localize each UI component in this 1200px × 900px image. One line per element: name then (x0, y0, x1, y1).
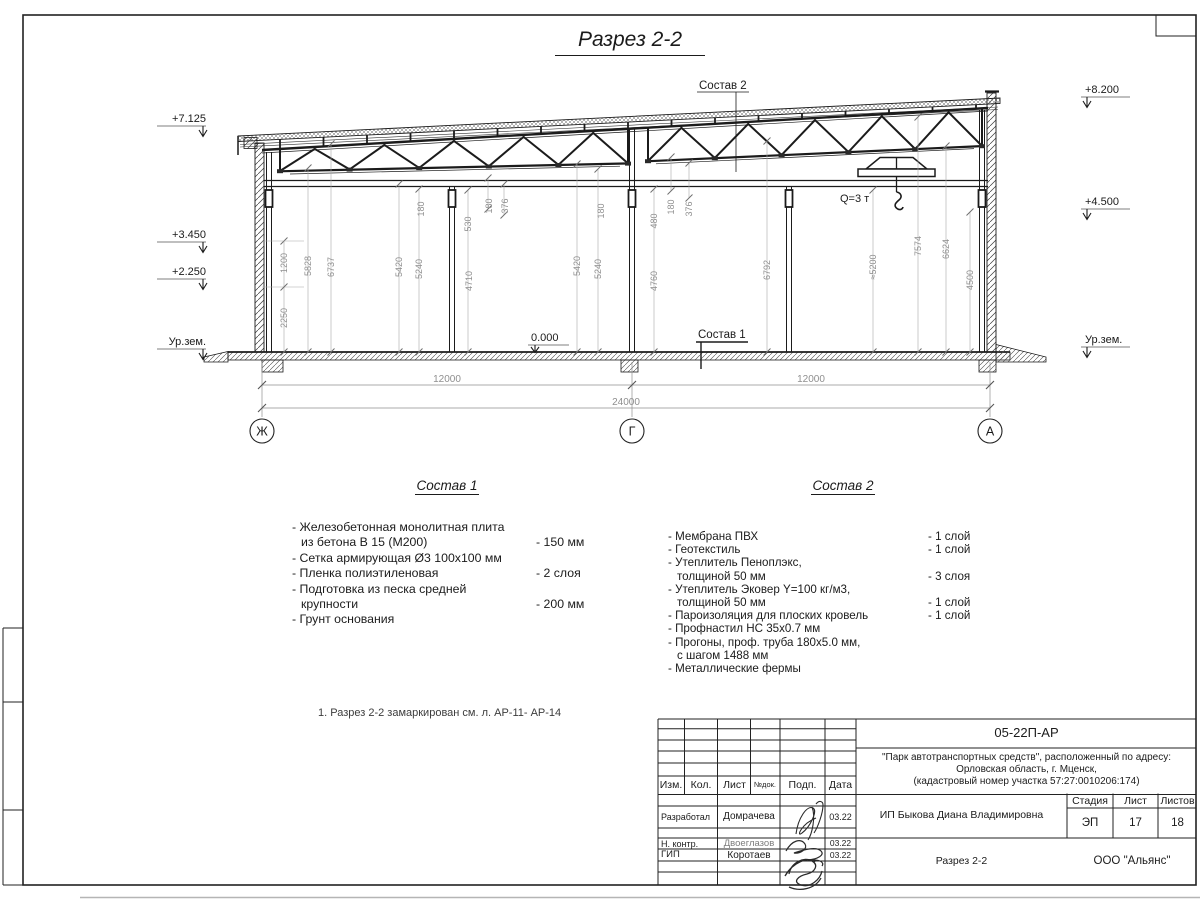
left-apron (204, 352, 228, 363)
dim-label: 5420 (572, 255, 582, 277)
truss-gusset (347, 168, 353, 172)
composition-text: - Пленка полиэтиленовая (292, 566, 439, 581)
dim-label: 376 (500, 198, 510, 214)
truss-gusset (555, 163, 561, 167)
left-wall (255, 143, 264, 352)
composition-row (668, 609, 1018, 622)
composition-text: толщиной 50 мм (677, 595, 766, 609)
stage-col: Листов (1160, 794, 1195, 807)
composition-row (668, 570, 1018, 583)
crane-beam (264, 181, 988, 187)
composition-value: - 2 слоя (536, 566, 581, 581)
crane-hook-icon (895, 192, 903, 210)
column-corbel (449, 190, 456, 207)
dim-label: 6792 (762, 259, 772, 281)
col-podp: Подп. (788, 779, 817, 792)
dim-label: 1200 (279, 252, 289, 274)
dim-label: 180 (666, 199, 676, 215)
dim-label: 7574 (913, 235, 923, 257)
elevation-arrow-icon (1083, 97, 1091, 108)
doc-number: 05-22П-АР (994, 725, 1059, 741)
composition-1-title: Состав 1 (416, 478, 478, 493)
dim-label: 5420 (394, 256, 404, 278)
stage-col: Лист (1124, 794, 1147, 807)
title-block (658, 719, 1197, 885)
composition-text: - Железобетонная монолитная плита (292, 520, 505, 534)
dim-label: 180 (596, 203, 606, 219)
axis-letter: Ж (256, 424, 268, 439)
composition-row (292, 582, 622, 597)
elevation-arrow-icon (199, 279, 207, 290)
axis-letter: Г (628, 424, 636, 439)
dim-label: 180 (484, 198, 494, 214)
span-dim-label: 12000 (797, 374, 825, 385)
composition-row (668, 649, 1018, 662)
column-corbel (786, 190, 793, 207)
col-ndok: №док. (754, 780, 776, 790)
drawing-note: 1. Разрез 2-2 замаркирован см. л. АР-11- АР-14 (318, 707, 562, 719)
truss-gusset (779, 153, 785, 157)
span-dim-label: 24000 (612, 397, 640, 408)
role-name: Коротаев (727, 849, 771, 861)
stage-col: Стадия (1072, 794, 1108, 807)
sheet-name: Разрез 2-2 (935, 855, 988, 868)
dim-label: 376 (684, 201, 694, 217)
dim-label: 4710 (464, 270, 474, 292)
dim-label: 530 (463, 216, 473, 232)
role-date: 03.22 (829, 838, 852, 849)
building-section (157, 80, 1130, 443)
composition-text: - Подготовка из песка средней (292, 581, 467, 596)
elevation-arrow-icon (1083, 347, 1091, 358)
columns (266, 105, 986, 352)
stage-val: ЭП (1081, 816, 1099, 829)
dim-label: 180 (416, 201, 426, 217)
col-izm: Изм. (659, 779, 683, 792)
composition-text: - Мембрана ПВХ (668, 530, 759, 543)
composition-value: - 1 слой (928, 530, 971, 543)
elevation-label: +2.250 (172, 266, 206, 278)
col-data: Дата (828, 779, 853, 792)
right-ramp (996, 345, 1046, 363)
elevation-label: Ур.зем. (1085, 334, 1123, 346)
elevation-arrow-icon (199, 242, 207, 253)
composition-row (668, 583, 1018, 596)
stage-val: 18 (1171, 816, 1184, 829)
composition-row (292, 597, 622, 612)
composition-value: - 1 слой (928, 543, 971, 557)
elevation-label: +8.200 (1085, 84, 1119, 96)
composition-text: - Утеплитель Пеноплэкс, (668, 556, 802, 570)
composition-row (668, 662, 1018, 675)
dim-label: 2250 (279, 307, 289, 329)
crane-hoist (858, 158, 935, 210)
composition-text: - Геотекстиль (668, 543, 741, 557)
foundation-pad (621, 360, 638, 372)
composition-value: - 3 слоя (928, 569, 971, 583)
foundation-pad (262, 360, 283, 372)
composition-text: - Металлические фермы (668, 661, 801, 675)
composition-text: - Прогоны, проф. труба 180х5.0 мм, (668, 635, 861, 649)
elevation-label: +7.125 (172, 113, 206, 125)
project-line: (кадастровый номер участка 57:27:0010206:174) (913, 775, 1140, 787)
dim-label: 6737 (326, 256, 336, 278)
composition-row (668, 596, 1018, 609)
truss-gusset (625, 162, 631, 166)
col-kol: Кол. (690, 779, 712, 792)
crane-capacity-label: Q=3 т (840, 193, 870, 205)
composition-row (292, 566, 622, 581)
composition-2-rows (668, 530, 1018, 675)
dim-label: 480 (649, 213, 659, 229)
company-name: ООО "Альянс" (1093, 854, 1171, 867)
role-name: Домрачева (723, 811, 775, 823)
sostav2-leader-label: Состав 2 (699, 80, 747, 92)
composition-text: - Грунт основания (292, 612, 395, 627)
composition-text: крупности (301, 596, 359, 611)
elevation-label: Ур.зем. (168, 336, 206, 348)
role-name: Двоеглазов (723, 837, 775, 849)
leader-lines (696, 92, 749, 369)
truss-gusset (486, 165, 492, 169)
composition-row (292, 520, 622, 535)
role-label: Н. контр. (661, 838, 699, 849)
composition-row (292, 535, 622, 550)
foundation-pad (979, 360, 996, 372)
dim-label: 5828 (303, 255, 313, 277)
dim-label: 4760 (649, 270, 659, 292)
column-corbel (979, 190, 986, 207)
role-date: 03.22 (829, 849, 852, 860)
truss-gusset (712, 156, 718, 160)
truss-gusset (845, 150, 851, 154)
axis-letter: А (985, 424, 995, 439)
truss-gusset (416, 166, 422, 170)
elevation-label: +4.500 (1085, 196, 1119, 208)
dim-label: 5240 (593, 258, 603, 280)
composition-1-rows (292, 520, 622, 628)
project-line: "Парк автотранспортных средств", расположенный по адресу: (881, 751, 1171, 763)
composition-text: с шагом 1488 мм (677, 648, 769, 662)
col-list: Лист (723, 779, 746, 792)
dim-label: 6624 (941, 238, 951, 260)
truss-gusset (277, 169, 283, 173)
composition-value: - 150 мм (536, 535, 585, 550)
stage-val: 17 (1129, 816, 1142, 829)
composition-text: - Утеплитель Эковер Y=100 кг/м3, (668, 582, 851, 596)
right-wall (987, 93, 996, 352)
dim-label: 5240 (414, 258, 424, 280)
elevation-arrow-icon (1083, 209, 1091, 220)
composition-text: - Профнастил НС 35х0.7 мм (668, 622, 821, 636)
zero-level-label: 0.000 (531, 332, 559, 344)
composition-row (292, 551, 622, 566)
composition-value: - 1 слой (928, 595, 971, 609)
composition-2-title: Состав 2 (812, 478, 874, 493)
role-date: 03.22 (829, 811, 852, 822)
composition-text: - Сетка армирующая Ø3 100х100 мм (292, 550, 502, 565)
composition-row (668, 622, 1018, 635)
truss-gusset (912, 147, 918, 151)
composition-value: - 1 слой (928, 609, 971, 623)
composition-row (668, 543, 1018, 556)
role-label: ГИП (661, 849, 680, 861)
composition-row (292, 612, 622, 627)
composition-row (668, 636, 1018, 649)
page-title: Разрез 2-2 (555, 28, 705, 56)
span-dim-label: 12000 (433, 374, 461, 385)
composition-value: - 200 мм (536, 596, 585, 611)
elevation-arrow-icon (199, 126, 207, 137)
composition-row (668, 556, 1018, 569)
project-line: Орловская область, г. Мценск, (956, 763, 1097, 775)
composition-text: из бетона В 15 (М200) (301, 535, 428, 550)
client-name: ИП Быкова Диана Владимировна (879, 809, 1044, 822)
dim-label: 4500 (965, 269, 975, 291)
floor-slab (204, 345, 1046, 373)
elevation-label: +3.450 (172, 229, 206, 241)
truss-gusset (645, 159, 651, 163)
role-label: Разработал (661, 811, 710, 822)
dim-label: ≈5200 (868, 254, 878, 280)
composition-text: толщиной 50 мм (677, 569, 766, 583)
sostav1-leader-label: Состав 1 (698, 329, 746, 341)
composition-row (668, 530, 1018, 543)
composition-text: - Пароизоляция для плоских кровель (668, 609, 869, 623)
truss-gusset (979, 144, 985, 148)
column-corbel (266, 190, 273, 207)
column-corbel (629, 190, 636, 207)
